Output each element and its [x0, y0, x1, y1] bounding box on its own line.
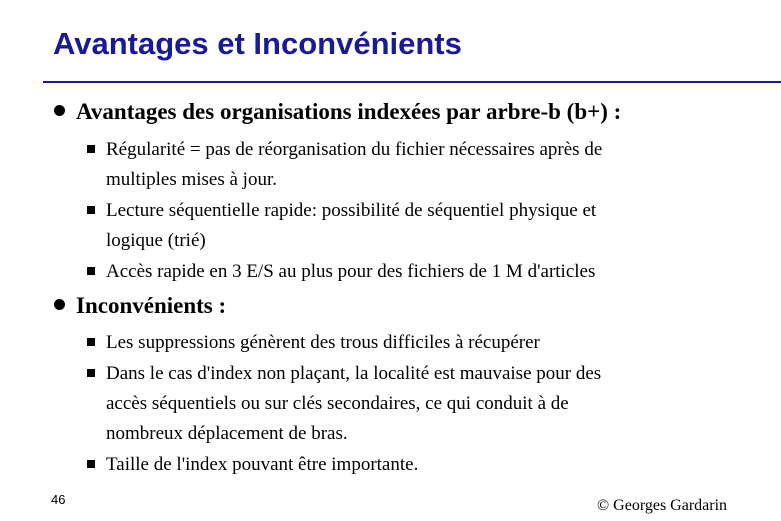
list-item-text [106, 364, 601, 454]
square-bullet-icon [87, 338, 95, 346]
list-item-line: Régularité = pas de réorganisation du fichier nécessaires après de [106, 139, 603, 160]
list-item-line: nombreux déplacement de bras. [106, 423, 348, 444]
round-bullet-icon [54, 299, 65, 310]
list-item-line: accès séquentiels ou sur clés secondaires, ce qui conduit à de [106, 393, 569, 414]
list-item-line: Les suppressions génèrent des trous difficiles à récupérer [106, 332, 540, 353]
list-item-line: Lecture séquentielle rapide: possibilité de séquentiel physique et [106, 200, 597, 221]
section-heading-disadvantages [54, 294, 226, 317]
list-item-text [106, 140, 602, 200]
list-item-line: Accès rapide en 3 E/S au plus pour des fichiers de 1 M d'articles [106, 261, 596, 282]
section-heading-text: Avantages des organisations indexées par arbre-b (b+) : [76, 99, 622, 124]
square-bullet-icon [87, 267, 95, 275]
list-item-line: multiples mises à jour. [106, 169, 277, 190]
list-item-line: Dans le cas d'index non plaçant, la localité est mauvaise pour des [106, 363, 602, 384]
section-heading-advantages [54, 100, 621, 123]
list-item-line: logique (trié) [106, 230, 206, 251]
list-item-text [106, 201, 596, 261]
square-bullet-icon [87, 460, 95, 468]
square-bullet-icon [87, 369, 95, 377]
section-heading-text: Inconvénients : [76, 293, 227, 318]
title-rule [43, 81, 781, 83]
page-number: 46 [51, 492, 66, 507]
list-item-text [106, 262, 595, 292]
list-item-text [106, 333, 540, 363]
square-bullet-icon [87, 206, 95, 214]
round-bullet-icon [54, 105, 65, 116]
slide-title: Avantages et Inconvénients [53, 26, 462, 61]
list-item-line: Taille de l'index pouvant être importante. [106, 454, 419, 475]
square-bullet-icon [87, 145, 95, 153]
footer-copyright: © Georges Gardarin [597, 497, 728, 514]
list-item-text [106, 455, 418, 485]
